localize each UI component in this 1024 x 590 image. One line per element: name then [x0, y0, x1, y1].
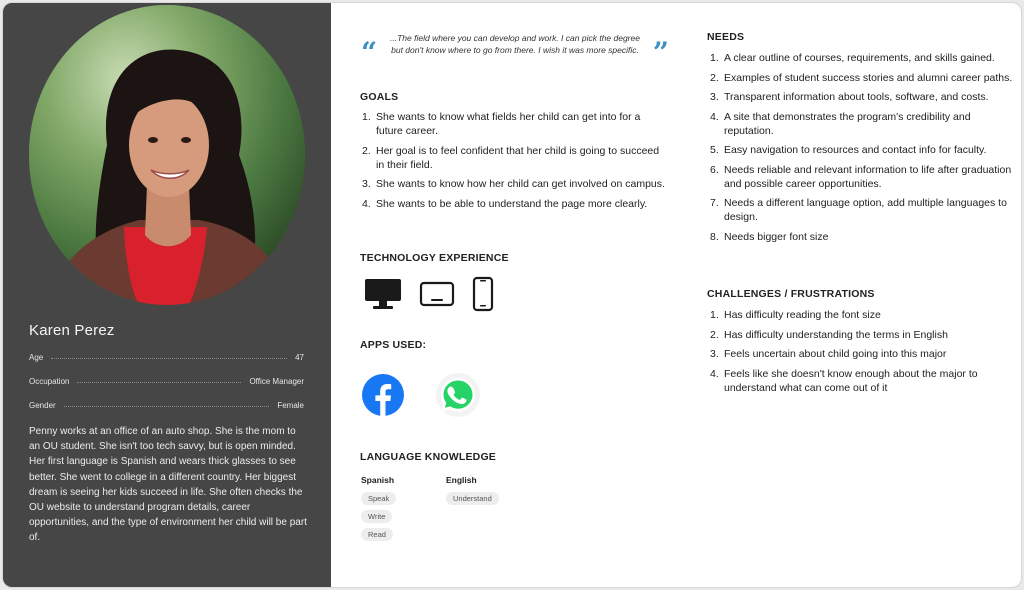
skill-pill: Speak	[361, 492, 396, 505]
skill-pill: Write	[361, 510, 392, 523]
persona-bio: Penny works at an office of an auto shop. She is the mom to an OU student. She isn't too tech savvy, but is open minded. Her first language is Spanish and wears thick glasses to see better. She went to college in a different country. Her biggest dream is seeing her kids succeed in life. She often checks the OU website to understand program details, career opportunities, and the type of environment her child will be part of.	[29, 426, 307, 544]
skill-pill: Understand	[446, 492, 499, 505]
list-item: 1. She wants to know what fields her child can get into for a future career.	[362, 111, 641, 137]
persona-quote	[361, 33, 669, 69]
list-item: 8. Needs bigger font size	[710, 230, 829, 243]
attr-label: Gender	[29, 400, 56, 410]
apps-icons	[361, 372, 511, 418]
needs-title: NEEDS	[707, 31, 745, 43]
attr-occupation	[29, 374, 304, 388]
desktop-icon	[363, 277, 403, 311]
quote-text: ...The field where you can develop and work. I can pick the degree but don't know where to go from there. I wish it was more specific.	[390, 33, 640, 55]
attr-value: Female	[277, 400, 304, 410]
smartphone-icon	[471, 276, 495, 312]
laptop-icon	[417, 277, 457, 311]
dotted-leader	[77, 382, 241, 383]
list-item: 5. Easy navigation to resources and contact info for faculty.	[710, 144, 987, 156]
list-item: 2. Examples of student success stories and alumni career paths.	[710, 71, 1013, 84]
dotted-leader	[51, 358, 287, 359]
list-item: 2. Her goal is to feel confident that her child is going to succeed in their field.	[362, 144, 660, 171]
attr-gender	[29, 398, 304, 412]
list-item: 3. Feels uncertain about child going into this major	[710, 348, 947, 360]
attr-value: 47	[295, 352, 304, 362]
list-item: 4. She wants to be able to understand the page more clearly.	[362, 197, 648, 210]
list-item: 4. Feels like she doesn't know enough about the major to understand what can come out of it	[710, 367, 978, 394]
persona-name: Karen Perez	[29, 322, 115, 339]
list-item: 6. Needs reliable and relevant information to life after graduation and possible career opportunities.	[710, 163, 1012, 190]
language-english: English	[446, 475, 477, 485]
persona-card	[2, 2, 1022, 588]
skill-pill: Read	[361, 528, 393, 541]
challenges-title: CHALLENGES / FRUSTRATIONS	[707, 288, 875, 300]
technology-title: TECHNOLOGY EXPERIENCE	[360, 252, 509, 264]
challenges-list	[708, 308, 1008, 400]
list-item: 4. A site that demonstrates the program's credibility and reputation.	[710, 110, 971, 137]
attr-label: Age	[29, 352, 44, 362]
close-quote-icon: ”	[652, 36, 669, 69]
attr-age	[29, 350, 304, 364]
attr-value: Office Manager	[249, 376, 304, 386]
persona-sidebar	[3, 3, 331, 588]
list-item: 3. Transparent information about tools, software, and costs.	[710, 91, 989, 103]
list-item: 2. Has difficulty understanding the terms in English	[710, 328, 948, 341]
technology-icons	[363, 276, 509, 312]
list-item: 7. Needs a different language option, add multiple languages to design.	[710, 197, 1007, 223]
language-title: LANGUAGE KNOWLEDGE	[360, 451, 497, 463]
open-quote-icon: “	[361, 36, 378, 69]
persona-photo	[29, 5, 305, 305]
dotted-leader	[64, 406, 270, 407]
list-item: 1. Has difficulty reading the font size	[710, 309, 881, 321]
whatsapp-icon	[435, 372, 481, 418]
attr-label: Occupation	[29, 376, 70, 386]
facebook-icon	[361, 373, 405, 417]
list-item: 1. A clear outline of courses, requirements, and skills gained.	[710, 52, 995, 64]
needs-list	[708, 51, 1013, 249]
list-item: 3. She wants to know how her child can get involved on campus.	[362, 178, 665, 190]
language-spanish: Spanish	[361, 475, 395, 485]
apps-title: APPS USED:	[360, 339, 427, 351]
goals-list	[360, 110, 665, 216]
goals-title: GOALS	[360, 91, 399, 103]
